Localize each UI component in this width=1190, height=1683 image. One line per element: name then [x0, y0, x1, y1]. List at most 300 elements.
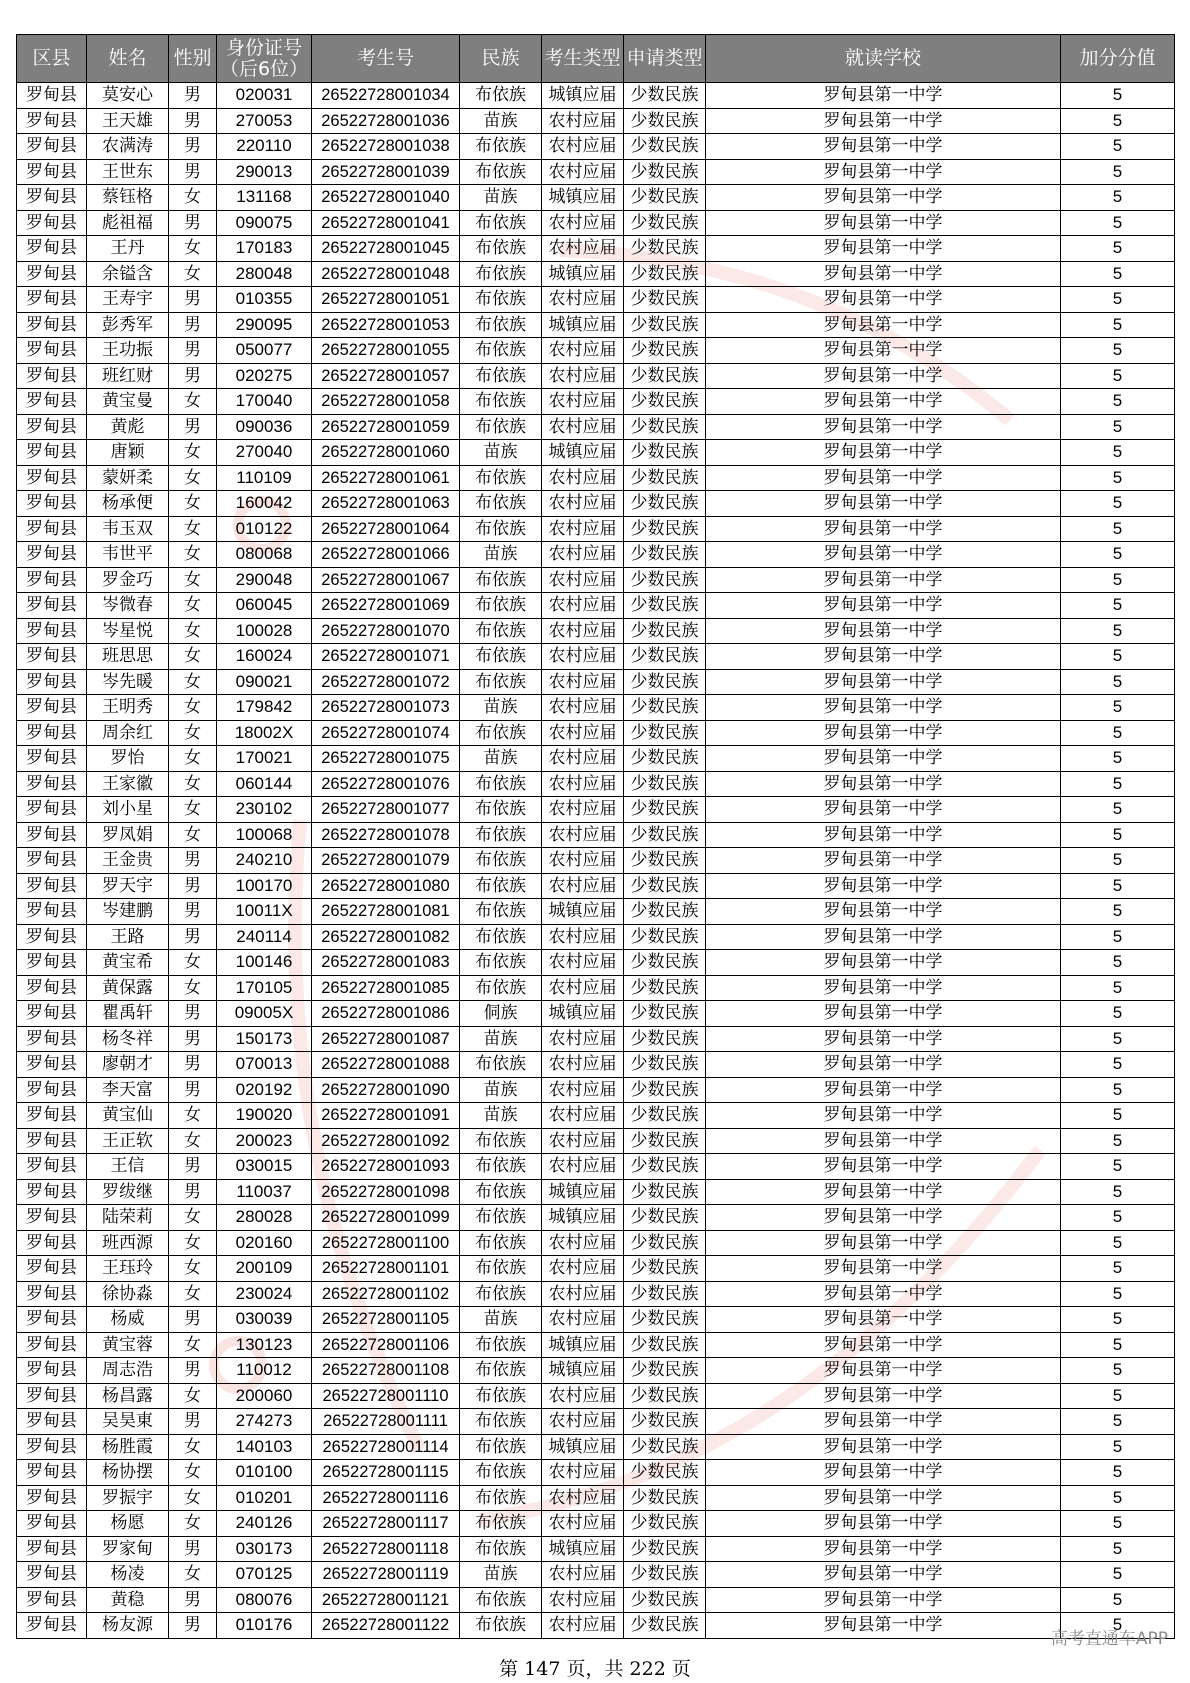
table-row	[17, 669, 1175, 695]
cell-points: 5	[1061, 1307, 1175, 1333]
cell-county: 罗甸县	[17, 1383, 87, 1409]
cell-apply-type: 少数民族	[624, 1077, 706, 1103]
cell-ethnicity: 布依族	[460, 516, 542, 542]
cell-exam-number: 26522728001060	[312, 440, 460, 466]
table-row	[17, 797, 1175, 823]
cell-id-suffix: 100068	[217, 822, 312, 848]
cell-ethnicity: 布依族	[460, 312, 542, 338]
cell-school: 罗甸县第一中学	[706, 134, 1061, 160]
cell-exam-number: 26522728001092	[312, 1128, 460, 1154]
cell-school: 罗甸县第一中学	[706, 414, 1061, 440]
cell-county: 罗甸县	[17, 822, 87, 848]
cell-school: 罗甸县第一中学	[706, 822, 1061, 848]
cell-apply-type: 少数民族	[624, 975, 706, 1001]
cell-county: 罗甸县	[17, 363, 87, 389]
cell-points: 5	[1061, 108, 1175, 134]
cell-exam-number: 26522728001048	[312, 261, 460, 287]
cell-apply-type: 少数民族	[624, 1103, 706, 1129]
table-row	[17, 1256, 1175, 1282]
cell-county: 罗甸县	[17, 261, 87, 287]
cell-id-suffix: 170183	[217, 236, 312, 262]
cell-points: 5	[1061, 312, 1175, 338]
cell-gender: 女	[169, 1511, 217, 1537]
cell-apply-type: 少数民族	[624, 873, 706, 899]
cell-exam-number: 26522728001053	[312, 312, 460, 338]
cell-points: 5	[1061, 491, 1175, 517]
cell-ethnicity: 布依族	[460, 210, 542, 236]
cell-apply-type: 少数民族	[624, 1587, 706, 1613]
cell-county: 罗甸县	[17, 1077, 87, 1103]
cell-exam-number: 26522728001101	[312, 1256, 460, 1282]
cell-ethnicity: 苗族	[460, 1026, 542, 1052]
cell-student-type: 农村应届	[542, 924, 624, 950]
table-row	[17, 746, 1175, 772]
cell-county: 罗甸县	[17, 1562, 87, 1588]
cell-ethnicity: 布依族	[460, 1587, 542, 1613]
table-row	[17, 261, 1175, 287]
cell-id-suffix: 240126	[217, 1511, 312, 1537]
cell-gender: 女	[169, 950, 217, 976]
cell-county: 罗甸县	[17, 1179, 87, 1205]
cell-points: 5	[1061, 593, 1175, 619]
cell-name: 王功振	[87, 338, 169, 364]
table-row	[17, 822, 1175, 848]
cell-student-type: 城镇应届	[542, 440, 624, 466]
cell-apply-type: 少数民族	[624, 1536, 706, 1562]
cell-name: 杨威	[87, 1307, 169, 1333]
cell-points: 5	[1061, 1230, 1175, 1256]
cell-id-suffix: 060144	[217, 771, 312, 797]
cell-student-type: 农村应届	[542, 771, 624, 797]
cell-exam-number: 26522728001100	[312, 1230, 460, 1256]
cell-id-suffix: 070013	[217, 1052, 312, 1078]
cell-ethnicity: 布依族	[460, 899, 542, 925]
cell-apply-type: 少数民族	[624, 1154, 706, 1180]
cell-points: 5	[1061, 414, 1175, 440]
cell-points: 5	[1061, 695, 1175, 721]
cell-student-type: 城镇应届	[542, 1179, 624, 1205]
cell-gender: 男	[169, 1409, 217, 1435]
cell-exam-number: 26522728001082	[312, 924, 460, 950]
cell-student-type: 农村应届	[542, 644, 624, 670]
cell-county: 罗甸县	[17, 491, 87, 517]
table-row	[17, 134, 1175, 160]
cell-ethnicity: 苗族	[460, 108, 542, 134]
page-number: 第 147 页，共 222 页	[499, 1658, 691, 1680]
cell-school: 罗甸县第一中学	[706, 899, 1061, 925]
cell-gender: 男	[169, 363, 217, 389]
cell-id-suffix: 150173	[217, 1026, 312, 1052]
cell-student-type: 农村应届	[542, 159, 624, 185]
cell-id-suffix: 200109	[217, 1256, 312, 1282]
cell-county: 罗甸县	[17, 695, 87, 721]
cell-name: 彪祖福	[87, 210, 169, 236]
cell-ethnicity: 布依族	[460, 1383, 542, 1409]
cell-id-suffix: 010176	[217, 1613, 312, 1639]
table-row	[17, 873, 1175, 899]
cell-name: 韦世平	[87, 542, 169, 568]
cell-student-type: 农村应届	[542, 108, 624, 134]
cell-student-type: 农村应届	[542, 873, 624, 899]
cell-id-suffix: 179842	[217, 695, 312, 721]
cell-name: 王正软	[87, 1128, 169, 1154]
cell-exam-number: 26522728001087	[312, 1026, 460, 1052]
cell-name: 岑微春	[87, 593, 169, 619]
table-row	[17, 848, 1175, 874]
cell-name: 罗家甸	[87, 1536, 169, 1562]
cell-student-type: 农村应届	[542, 1077, 624, 1103]
cell-county: 罗甸县	[17, 312, 87, 338]
cell-apply-type: 少数民族	[624, 236, 706, 262]
table-row	[17, 389, 1175, 415]
cell-name: 杨愿	[87, 1511, 169, 1537]
cell-ethnicity: 布依族	[460, 1128, 542, 1154]
score-bonus-table-container	[16, 34, 1174, 1639]
cell-county: 罗甸县	[17, 1511, 87, 1537]
cell-county: 罗甸县	[17, 924, 87, 950]
cell-gender: 男	[169, 134, 217, 160]
cell-ethnicity: 布依族	[460, 363, 542, 389]
cell-exam-number: 26522728001102	[312, 1281, 460, 1307]
cell-points: 5	[1061, 1103, 1175, 1129]
cell-points: 5	[1061, 1179, 1175, 1205]
header-name: 姓名	[87, 35, 169, 83]
cell-county: 罗甸县	[17, 746, 87, 772]
cell-county: 罗甸县	[17, 975, 87, 1001]
cell-school: 罗甸县第一中学	[706, 83, 1061, 109]
cell-school: 罗甸县第一中学	[706, 465, 1061, 491]
cell-id-suffix: 270040	[217, 440, 312, 466]
cell-exam-number: 26522728001075	[312, 746, 460, 772]
cell-student-type: 农村应届	[542, 848, 624, 874]
cell-apply-type: 少数民族	[624, 261, 706, 287]
cell-county: 罗甸县	[17, 1409, 87, 1435]
cell-exam-number: 26522728001073	[312, 695, 460, 721]
cell-ethnicity: 苗族	[460, 1307, 542, 1333]
cell-county: 罗甸县	[17, 771, 87, 797]
cell-gender: 女	[169, 1205, 217, 1231]
cell-student-type: 城镇应届	[542, 261, 624, 287]
cell-points: 5	[1061, 1332, 1175, 1358]
table-row	[17, 108, 1175, 134]
table-header	[17, 35, 1175, 83]
cell-gender: 男	[169, 338, 217, 364]
cell-exam-number: 26522728001111	[312, 1409, 460, 1435]
cell-school: 罗甸县第一中学	[706, 873, 1061, 899]
table-row	[17, 1383, 1175, 1409]
cell-exam-number: 26522728001099	[312, 1205, 460, 1231]
cell-school: 罗甸县第一中学	[706, 159, 1061, 185]
cell-ethnicity: 侗族	[460, 1001, 542, 1027]
cell-county: 罗甸县	[17, 1358, 87, 1384]
cell-county: 罗甸县	[17, 1460, 87, 1486]
cell-name: 班红财	[87, 363, 169, 389]
cell-id-suffix: 230102	[217, 797, 312, 823]
cell-county: 罗甸县	[17, 1128, 87, 1154]
cell-gender: 女	[169, 1281, 217, 1307]
table-row	[17, 618, 1175, 644]
cell-id-suffix: 280028	[217, 1205, 312, 1231]
cell-name: 周余红	[87, 720, 169, 746]
cell-apply-type: 少数民族	[624, 695, 706, 721]
cell-county: 罗甸县	[17, 1001, 87, 1027]
cell-gender: 男	[169, 924, 217, 950]
cell-student-type: 农村应届	[542, 1511, 624, 1537]
cell-ethnicity: 布依族	[460, 287, 542, 313]
cell-gender: 女	[169, 975, 217, 1001]
cell-exam-number: 26522728001036	[312, 108, 460, 134]
table-row	[17, 516, 1175, 542]
cell-student-type: 农村应届	[542, 491, 624, 517]
cell-id-suffix: 240114	[217, 924, 312, 950]
cell-exam-number: 26522728001038	[312, 134, 460, 160]
cell-exam-number: 26522728001078	[312, 822, 460, 848]
cell-county: 罗甸县	[17, 1052, 87, 1078]
cell-id-suffix: 110012	[217, 1358, 312, 1384]
table-row	[17, 975, 1175, 1001]
cell-id-suffix: 090075	[217, 210, 312, 236]
cell-school: 罗甸县第一中学	[706, 924, 1061, 950]
cell-name: 王珏玲	[87, 1256, 169, 1282]
cell-county: 罗甸县	[17, 644, 87, 670]
cell-gender: 男	[169, 1358, 217, 1384]
cell-points: 5	[1061, 848, 1175, 874]
cell-apply-type: 少数民族	[624, 1358, 706, 1384]
cell-student-type: 农村应届	[542, 720, 624, 746]
cell-county: 罗甸县	[17, 618, 87, 644]
cell-exam-number: 26522728001122	[312, 1613, 460, 1639]
cell-apply-type: 少数民族	[624, 440, 706, 466]
cell-county: 罗甸县	[17, 108, 87, 134]
cell-gender: 女	[169, 236, 217, 262]
cell-points: 5	[1061, 950, 1175, 976]
cell-id-suffix: 030015	[217, 1154, 312, 1180]
table-row	[17, 465, 1175, 491]
cell-id-suffix: 170021	[217, 746, 312, 772]
cell-id-suffix: 270053	[217, 108, 312, 134]
cell-id-suffix: 010100	[217, 1460, 312, 1486]
cell-apply-type: 少数民族	[624, 1230, 706, 1256]
cell-county: 罗甸县	[17, 287, 87, 313]
cell-student-type: 农村应届	[542, 950, 624, 976]
cell-apply-type: 少数民族	[624, 1332, 706, 1358]
table-row	[17, 1077, 1175, 1103]
cell-gender: 男	[169, 1613, 217, 1639]
cell-county: 罗甸县	[17, 134, 87, 160]
cell-gender: 男	[169, 1587, 217, 1613]
cell-student-type: 农村应届	[542, 746, 624, 772]
table-row	[17, 1205, 1175, 1231]
cell-county: 罗甸县	[17, 236, 87, 262]
cell-ethnicity: 布依族	[460, 1256, 542, 1282]
table-row	[17, 83, 1175, 109]
cell-id-suffix: 220110	[217, 134, 312, 160]
cell-county: 罗甸县	[17, 1307, 87, 1333]
cell-name: 岑建鹏	[87, 899, 169, 925]
cell-id-suffix: 290013	[217, 159, 312, 185]
cell-apply-type: 少数民族	[624, 797, 706, 823]
cell-id-suffix: 110037	[217, 1179, 312, 1205]
table-row	[17, 567, 1175, 593]
cell-apply-type: 少数民族	[624, 185, 706, 211]
cell-school: 罗甸县第一中学	[706, 1358, 1061, 1384]
cell-apply-type: 少数民族	[624, 1485, 706, 1511]
header-student-type: 考生类型	[542, 35, 624, 83]
cell-student-type: 农村应届	[542, 1103, 624, 1129]
cell-student-type: 农村应届	[542, 236, 624, 262]
cell-gender: 女	[169, 440, 217, 466]
table-row	[17, 363, 1175, 389]
table-body	[17, 83, 1175, 1639]
cell-student-type: 城镇应届	[542, 1358, 624, 1384]
cell-id-suffix: 020192	[217, 1077, 312, 1103]
cell-name: 陆荣莉	[87, 1205, 169, 1231]
cell-student-type: 农村应届	[542, 1307, 624, 1333]
cell-apply-type: 少数民族	[624, 1281, 706, 1307]
cell-student-type: 农村应届	[542, 1281, 624, 1307]
cell-gender: 女	[169, 1128, 217, 1154]
cell-student-type: 农村应届	[542, 1383, 624, 1409]
cell-ethnicity: 苗族	[460, 746, 542, 772]
cell-name: 蔡钰格	[87, 185, 169, 211]
table-row	[17, 1460, 1175, 1486]
cell-county: 罗甸县	[17, 567, 87, 593]
cell-ethnicity: 布依族	[460, 1511, 542, 1537]
table-row	[17, 695, 1175, 721]
cell-ethnicity: 布依族	[460, 848, 542, 874]
cell-id-suffix: 160024	[217, 644, 312, 670]
cell-ethnicity: 布依族	[460, 924, 542, 950]
cell-apply-type: 少数民族	[624, 134, 706, 160]
cell-ethnicity: 布依族	[460, 1409, 542, 1435]
cell-ethnicity: 布依族	[460, 950, 542, 976]
cell-county: 罗甸县	[17, 440, 87, 466]
cell-ethnicity: 布依族	[460, 236, 542, 262]
cell-school: 罗甸县第一中学	[706, 389, 1061, 415]
cell-gender: 女	[169, 669, 217, 695]
cell-apply-type: 少数民族	[624, 1128, 706, 1154]
cell-student-type: 城镇应届	[542, 1001, 624, 1027]
cell-gender: 男	[169, 210, 217, 236]
cell-id-suffix: 100028	[217, 618, 312, 644]
cell-ethnicity: 布依族	[460, 771, 542, 797]
cell-school: 罗甸县第一中学	[706, 950, 1061, 976]
cell-student-type: 农村应届	[542, 338, 624, 364]
cell-name: 王天雄	[87, 108, 169, 134]
cell-points: 5	[1061, 1001, 1175, 1027]
cell-apply-type: 少数民族	[624, 542, 706, 568]
cell-exam-number: 26522728001105	[312, 1307, 460, 1333]
cell-points: 5	[1061, 746, 1175, 772]
table-row	[17, 287, 1175, 313]
cell-county: 罗甸县	[17, 414, 87, 440]
cell-gender: 男	[169, 287, 217, 313]
cell-points: 5	[1061, 1383, 1175, 1409]
table-row	[17, 1358, 1175, 1384]
cell-points: 5	[1061, 1511, 1175, 1537]
cell-apply-type: 少数民族	[624, 287, 706, 313]
cell-points: 5	[1061, 83, 1175, 109]
cell-school: 罗甸县第一中学	[706, 1332, 1061, 1358]
cell-name: 杨凌	[87, 1562, 169, 1588]
cell-ethnicity: 布依族	[460, 797, 542, 823]
table-row	[17, 1281, 1175, 1307]
cell-exam-number: 26522728001034	[312, 83, 460, 109]
cell-student-type: 城镇应届	[542, 899, 624, 925]
cell-ethnicity: 苗族	[460, 1562, 542, 1588]
table-row	[17, 1001, 1175, 1027]
cell-ethnicity: 苗族	[460, 440, 542, 466]
cell-exam-number: 26522728001117	[312, 1511, 460, 1537]
cell-id-suffix: 09005X	[217, 1001, 312, 1027]
cell-exam-number: 26522728001061	[312, 465, 460, 491]
cell-ethnicity: 布依族	[460, 1179, 542, 1205]
cell-apply-type: 少数民族	[624, 312, 706, 338]
cell-name: 李天富	[87, 1077, 169, 1103]
cell-id-suffix: 090021	[217, 669, 312, 695]
cell-name: 韦玉双	[87, 516, 169, 542]
cell-exam-number: 26522728001119	[312, 1562, 460, 1588]
cell-exam-number: 26522728001055	[312, 338, 460, 364]
cell-student-type: 农村应届	[542, 1562, 624, 1588]
cell-name: 王金贵	[87, 848, 169, 874]
cell-ethnicity: 苗族	[460, 1103, 542, 1129]
cell-school: 罗甸县第一中学	[706, 797, 1061, 823]
cell-student-type: 农村应届	[542, 593, 624, 619]
table-row	[17, 1511, 1175, 1537]
cell-points: 5	[1061, 1434, 1175, 1460]
cell-apply-type: 少数民族	[624, 414, 706, 440]
cell-ethnicity: 布依族	[460, 465, 542, 491]
table-row	[17, 1052, 1175, 1078]
cell-apply-type: 少数民族	[624, 108, 706, 134]
cell-county: 罗甸县	[17, 873, 87, 899]
cell-exam-number: 26522728001066	[312, 542, 460, 568]
cell-name: 罗凤娟	[87, 822, 169, 848]
cell-gender: 男	[169, 1179, 217, 1205]
cell-ethnicity: 布依族	[460, 567, 542, 593]
cell-points: 5	[1061, 338, 1175, 364]
cell-apply-type: 少数民族	[624, 848, 706, 874]
cell-name: 罗怡	[87, 746, 169, 772]
header-apply-type: 申请类型	[624, 35, 706, 83]
cell-student-type: 城镇应届	[542, 83, 624, 109]
cell-points: 5	[1061, 1485, 1175, 1511]
cell-county: 罗甸县	[17, 1332, 87, 1358]
cell-apply-type: 少数民族	[624, 1460, 706, 1486]
cell-gender: 女	[169, 465, 217, 491]
cell-student-type: 城镇应届	[542, 1332, 624, 1358]
cell-school: 罗甸县第一中学	[706, 440, 1061, 466]
cell-gender: 男	[169, 414, 217, 440]
cell-exam-number: 26522728001106	[312, 1332, 460, 1358]
cell-name: 余镒含	[87, 261, 169, 287]
cell-id-suffix: 100170	[217, 873, 312, 899]
cell-ethnicity: 布依族	[460, 669, 542, 695]
cell-id-suffix: 010122	[217, 516, 312, 542]
cell-exam-number: 26522728001058	[312, 389, 460, 415]
cell-points: 5	[1061, 924, 1175, 950]
cell-student-type: 农村应届	[542, 695, 624, 721]
cell-gender: 女	[169, 185, 217, 211]
cell-name: 唐颖	[87, 440, 169, 466]
cell-exam-number: 26522728001079	[312, 848, 460, 874]
header-id-suffix	[217, 35, 312, 83]
cell-county: 罗甸县	[17, 1154, 87, 1180]
cell-exam-number: 26522728001086	[312, 1001, 460, 1027]
cell-name: 杨昌露	[87, 1383, 169, 1409]
cell-points: 5	[1061, 363, 1175, 389]
